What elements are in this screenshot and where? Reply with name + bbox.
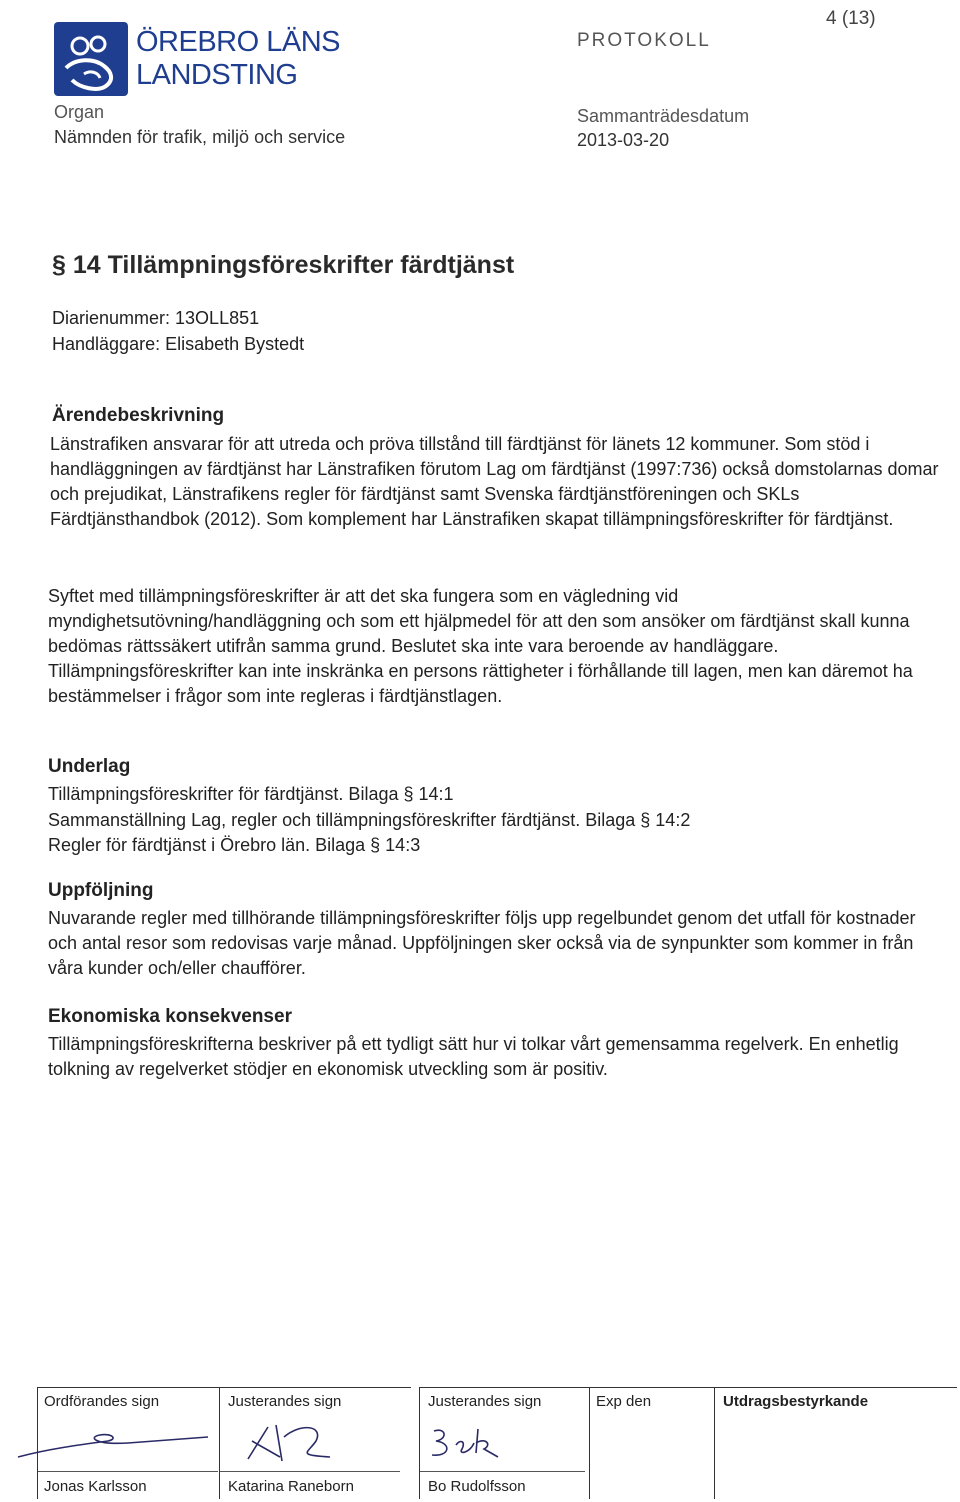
- ekonomiska-heading: Ekonomiska konsekvenser: [48, 1006, 292, 1027]
- chair-sign-label: Ordförandes sign: [44, 1393, 160, 1410]
- signature-cell-exp-den: [589, 1387, 652, 1499]
- signature-cell-justerande-2: [419, 1387, 542, 1499]
- justerande-1-signature-icon: [240, 1417, 350, 1467]
- arendebeskrivning-paragraph-1: Länstrafiken ansvarar för att utreda och pröva tillstånd till färdtjänst för länets 12 kommuner. Som stöd i handläggningen av färdtjänst har Länstrafiken förutom Lag om färdtjänst (1997:736) också domstolarnas domar och prejudikat, Länstrafikens regler för färdtjänst samt Svenska färdtjänstföreningen och SKLs Färdtjänsthandbok (2012). Som komplement har Länstrafiken skapat tillämpningsföreskrifter för färdtjänst.: [50, 434, 939, 529]
- underlag-item-1: Tillämpningsföreskrifter för färdtjänst. Bilaga § 14:1: [48, 784, 454, 804]
- org-name-line2: LANDSTING: [136, 59, 298, 91]
- underlag-heading: Underlag: [48, 756, 131, 777]
- underlag-item-3: Regler för färdtjänst i Örebro län. Bilaga § 14:3: [48, 835, 421, 855]
- organ-value: Nämnden för trafik, miljö och service: [54, 127, 346, 147]
- uppfoljning-heading: Uppföljning: [48, 880, 154, 901]
- underlag-item-2: Sammanställning Lag, regler och tillämpningsföreskrifter färdtjänst. Bilaga § 14:2: [48, 810, 691, 830]
- date-label: Sammanträdesdatum: [577, 106, 750, 126]
- utdragsbestyrkande-label: Utdragsbestyrkande: [723, 1393, 869, 1410]
- chair-name: Jonas Karlsson: [44, 1478, 147, 1495]
- justerande-1-label: Justerandes sign: [228, 1393, 342, 1410]
- diarienummer: Diarienummer: 13OLL851: [52, 308, 260, 328]
- signature-cell-utdragsbestyrkande: [714, 1387, 869, 1499]
- signature-cell-justerande-1: [219, 1387, 354, 1499]
- landsting-logo-icon: [54, 22, 128, 96]
- handlaggare: Handläggare: Elisabeth Bystedt: [52, 334, 305, 354]
- signature-cell-chair: [37, 1387, 160, 1499]
- section-title: § 14 Tillämpningsföreskrifter färdtjänst: [52, 251, 515, 279]
- uppfoljning-text: Nuvarande regler med tillhörande tillämpningsföreskrifter följs upp regelbundet genom det utfall för kostnader och antal resor som redovisas varje månad. Uppföljningen sker också via de synpunkter som kommer in från våra kunder och/eller chaufförer.: [48, 908, 916, 978]
- org-name-line1: ÖREBRO LÄNS: [136, 26, 340, 58]
- justerande-2-label: Justerandes sign: [428, 1393, 542, 1410]
- justerande-2-name: Bo Rudolfsson: [428, 1478, 526, 1495]
- ekonomiska-text: Tillämpningsföreskrifterna beskriver på ett tydligt sätt hur vi tolkar vårt gemensamma regelverk. En enhetlig tolkning av regelverket stödjer en ekonomisk utveckling som är positiv.: [48, 1034, 899, 1079]
- signature-table: [37, 1387, 957, 1501]
- arendebeskrivning-paragraph-2: Syftet med tillämpningsföreskrifter är att det ska fungera som en vägledning vid myndighetsutövning/handläggning och som ett hjälpmedel för att den som ansöker om färdtjänst skall kunna bedömas rättssäkert utifrån samma grund. Beslutet ska inte vara beroende av handläggare. Tillämpningsföreskrifter kan inte inskränka en persons rättigheter i förhållande till lagen, men kan däremot ha bestämmelser i frågor som inte regleras i färdtjänstlagen.: [48, 586, 913, 706]
- arendebeskrivning-heading: Ärendebeskrivning: [52, 405, 225, 426]
- exp-den-label: Exp den: [596, 1393, 652, 1410]
- page-number: 4 (13): [826, 8, 876, 29]
- organization-name: [136, 26, 340, 92]
- document-type: PROTOKOLL: [577, 30, 711, 51]
- justerande-1-name: Katarina Raneborn: [228, 1478, 354, 1495]
- justerande-2-signature-icon: [426, 1423, 506, 1463]
- meeting-date: 2013-03-20: [577, 130, 670, 150]
- chair-signature-icon: [8, 1427, 218, 1467]
- organ-label: Organ: [54, 102, 105, 122]
